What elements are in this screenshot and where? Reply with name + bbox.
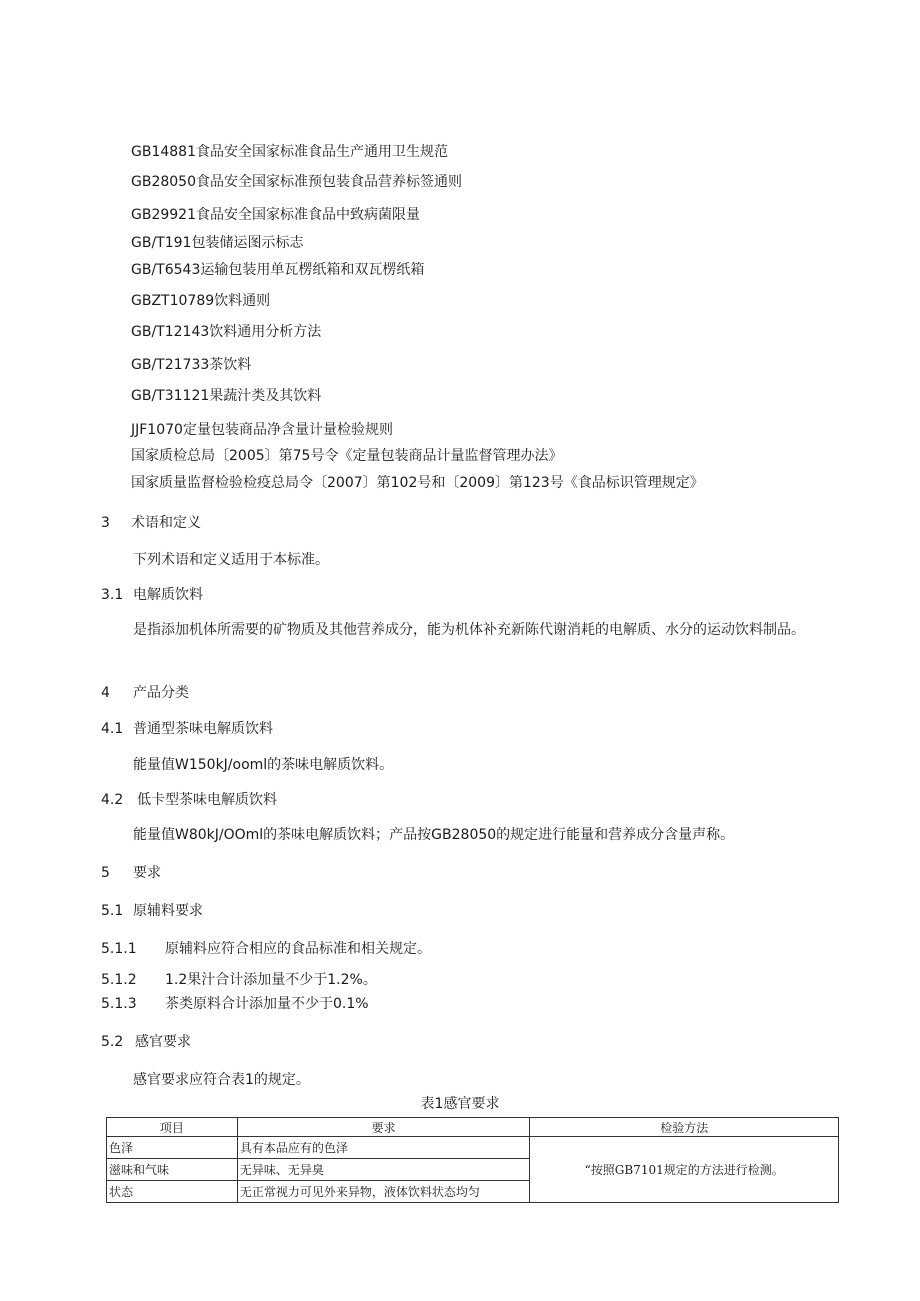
section-number: 5.2 — [101, 1034, 124, 1050]
sensory-requirements-table — [106, 1117, 839, 1203]
section-title: 电解质饮料 — [133, 587, 203, 603]
section-title: 普通型茶味电解质饮料 — [133, 721, 273, 737]
table-cell-item: 状态 — [107, 1181, 238, 1203]
table-cell-method: “按照GB7101规定的方法进行检测。 — [530, 1137, 839, 1203]
section-clause: 原辅料应符合相应的食品标准和相关规定。 — [165, 941, 431, 957]
table-header-row — [107, 1118, 839, 1137]
section-number: 5.1 — [101, 903, 124, 919]
section-number: 3 — [101, 515, 110, 531]
reference-item: GB/T6543运输包装用单瓦楞纸箱和双瓦楞纸箱 — [131, 262, 425, 278]
reference-item: 国家质量监督检验检疫总局令〔2007〕第102号和〔2009〕第123号《食品标识管理规定》 — [131, 475, 704, 491]
section-number: 5.1.1 — [101, 941, 137, 957]
reference-item: GB28050食品安全国家标准预包装食品营养标签通则 — [131, 174, 462, 190]
section-number: 5.1.3 — [101, 996, 137, 1012]
section-title: 术语和定义 — [131, 515, 201, 531]
table-row — [107, 1137, 839, 1159]
section-clause: 1.2果汁合计添加量不少于1.2%。 — [165, 972, 377, 988]
definition-paragraph: 是指添加机体所需要的矿物质及其他营养成分，能为机体补充新陈代谢消耗的电解质、水分的运动饮料制品。 — [133, 622, 805, 638]
section-intro: 下列术语和定义适用于本标准。 — [133, 552, 329, 568]
reference-item: GB14881食品安全国家标准食品生产通用卫生规范 — [131, 144, 448, 160]
reference-item: 国家质检总局〔2005〕第75号令《定量包装商品计量监督管理办法》 — [131, 448, 563, 464]
section-number: 4.2 — [101, 792, 124, 808]
section-title: 产品分类 — [133, 685, 189, 701]
reference-item: GB/T21733茶饮料 — [131, 357, 252, 373]
table-caption: 表1感官要求 — [420, 1096, 500, 1112]
table-header: 要求 — [237, 1118, 530, 1137]
reference-item: JJF1070定量包装商品净含量计量检验规则 — [131, 422, 393, 438]
section-title: 要求 — [133, 865, 161, 881]
table-header: 检验方法 — [530, 1118, 839, 1137]
section-number: 3.1 — [101, 587, 124, 603]
reference-item: GB/T191包装储运图示标志 — [131, 235, 304, 251]
reference-item: GB29921食品安全国家标准食品中致病菌限量 — [131, 207, 420, 223]
section-body: 感官要求应符合表1的规定。 — [133, 1072, 310, 1088]
reference-item: GB/T31121果蔬汁类及其饮料 — [131, 388, 322, 404]
section-body: 能量值W80kJ∕OOml的茶味电解质饮料；产品按GB28050的规定进行能量和营养成分含量声称。 — [133, 827, 735, 843]
section-number: 5.1.2 — [101, 972, 137, 988]
section-body: 能量值W150kJ∕ooml的茶味电解质饮料。 — [133, 757, 394, 773]
section-title: 低卡型茶味电解质饮料 — [137, 792, 277, 808]
section-title: 原辅料要求 — [133, 903, 203, 919]
table-header: 项目 — [107, 1118, 238, 1137]
section-number: 5 — [101, 865, 110, 881]
section-number: 4.1 — [101, 721, 124, 737]
section-title: 感官要求 — [135, 1034, 191, 1050]
table-cell-requirement: 无正常视力可见外来异物，液体饮料状态均匀 — [237, 1181, 530, 1203]
section-clause: 茶类原料合计添加量不少于0.1% — [165, 996, 369, 1012]
section-number: 4 — [101, 685, 110, 701]
table-cell-item: 滋味和气味 — [107, 1159, 238, 1181]
table-cell-item: 色泽 — [107, 1137, 238, 1159]
reference-item: GBZT10789饮料通则 — [131, 293, 271, 309]
reference-item: GB/T12143饮料通用分析方法 — [131, 324, 322, 340]
table-cell-requirement: 无异味、无异臭 — [237, 1159, 530, 1181]
table-cell-requirement: 具有本品应有的色泽 — [237, 1137, 530, 1159]
